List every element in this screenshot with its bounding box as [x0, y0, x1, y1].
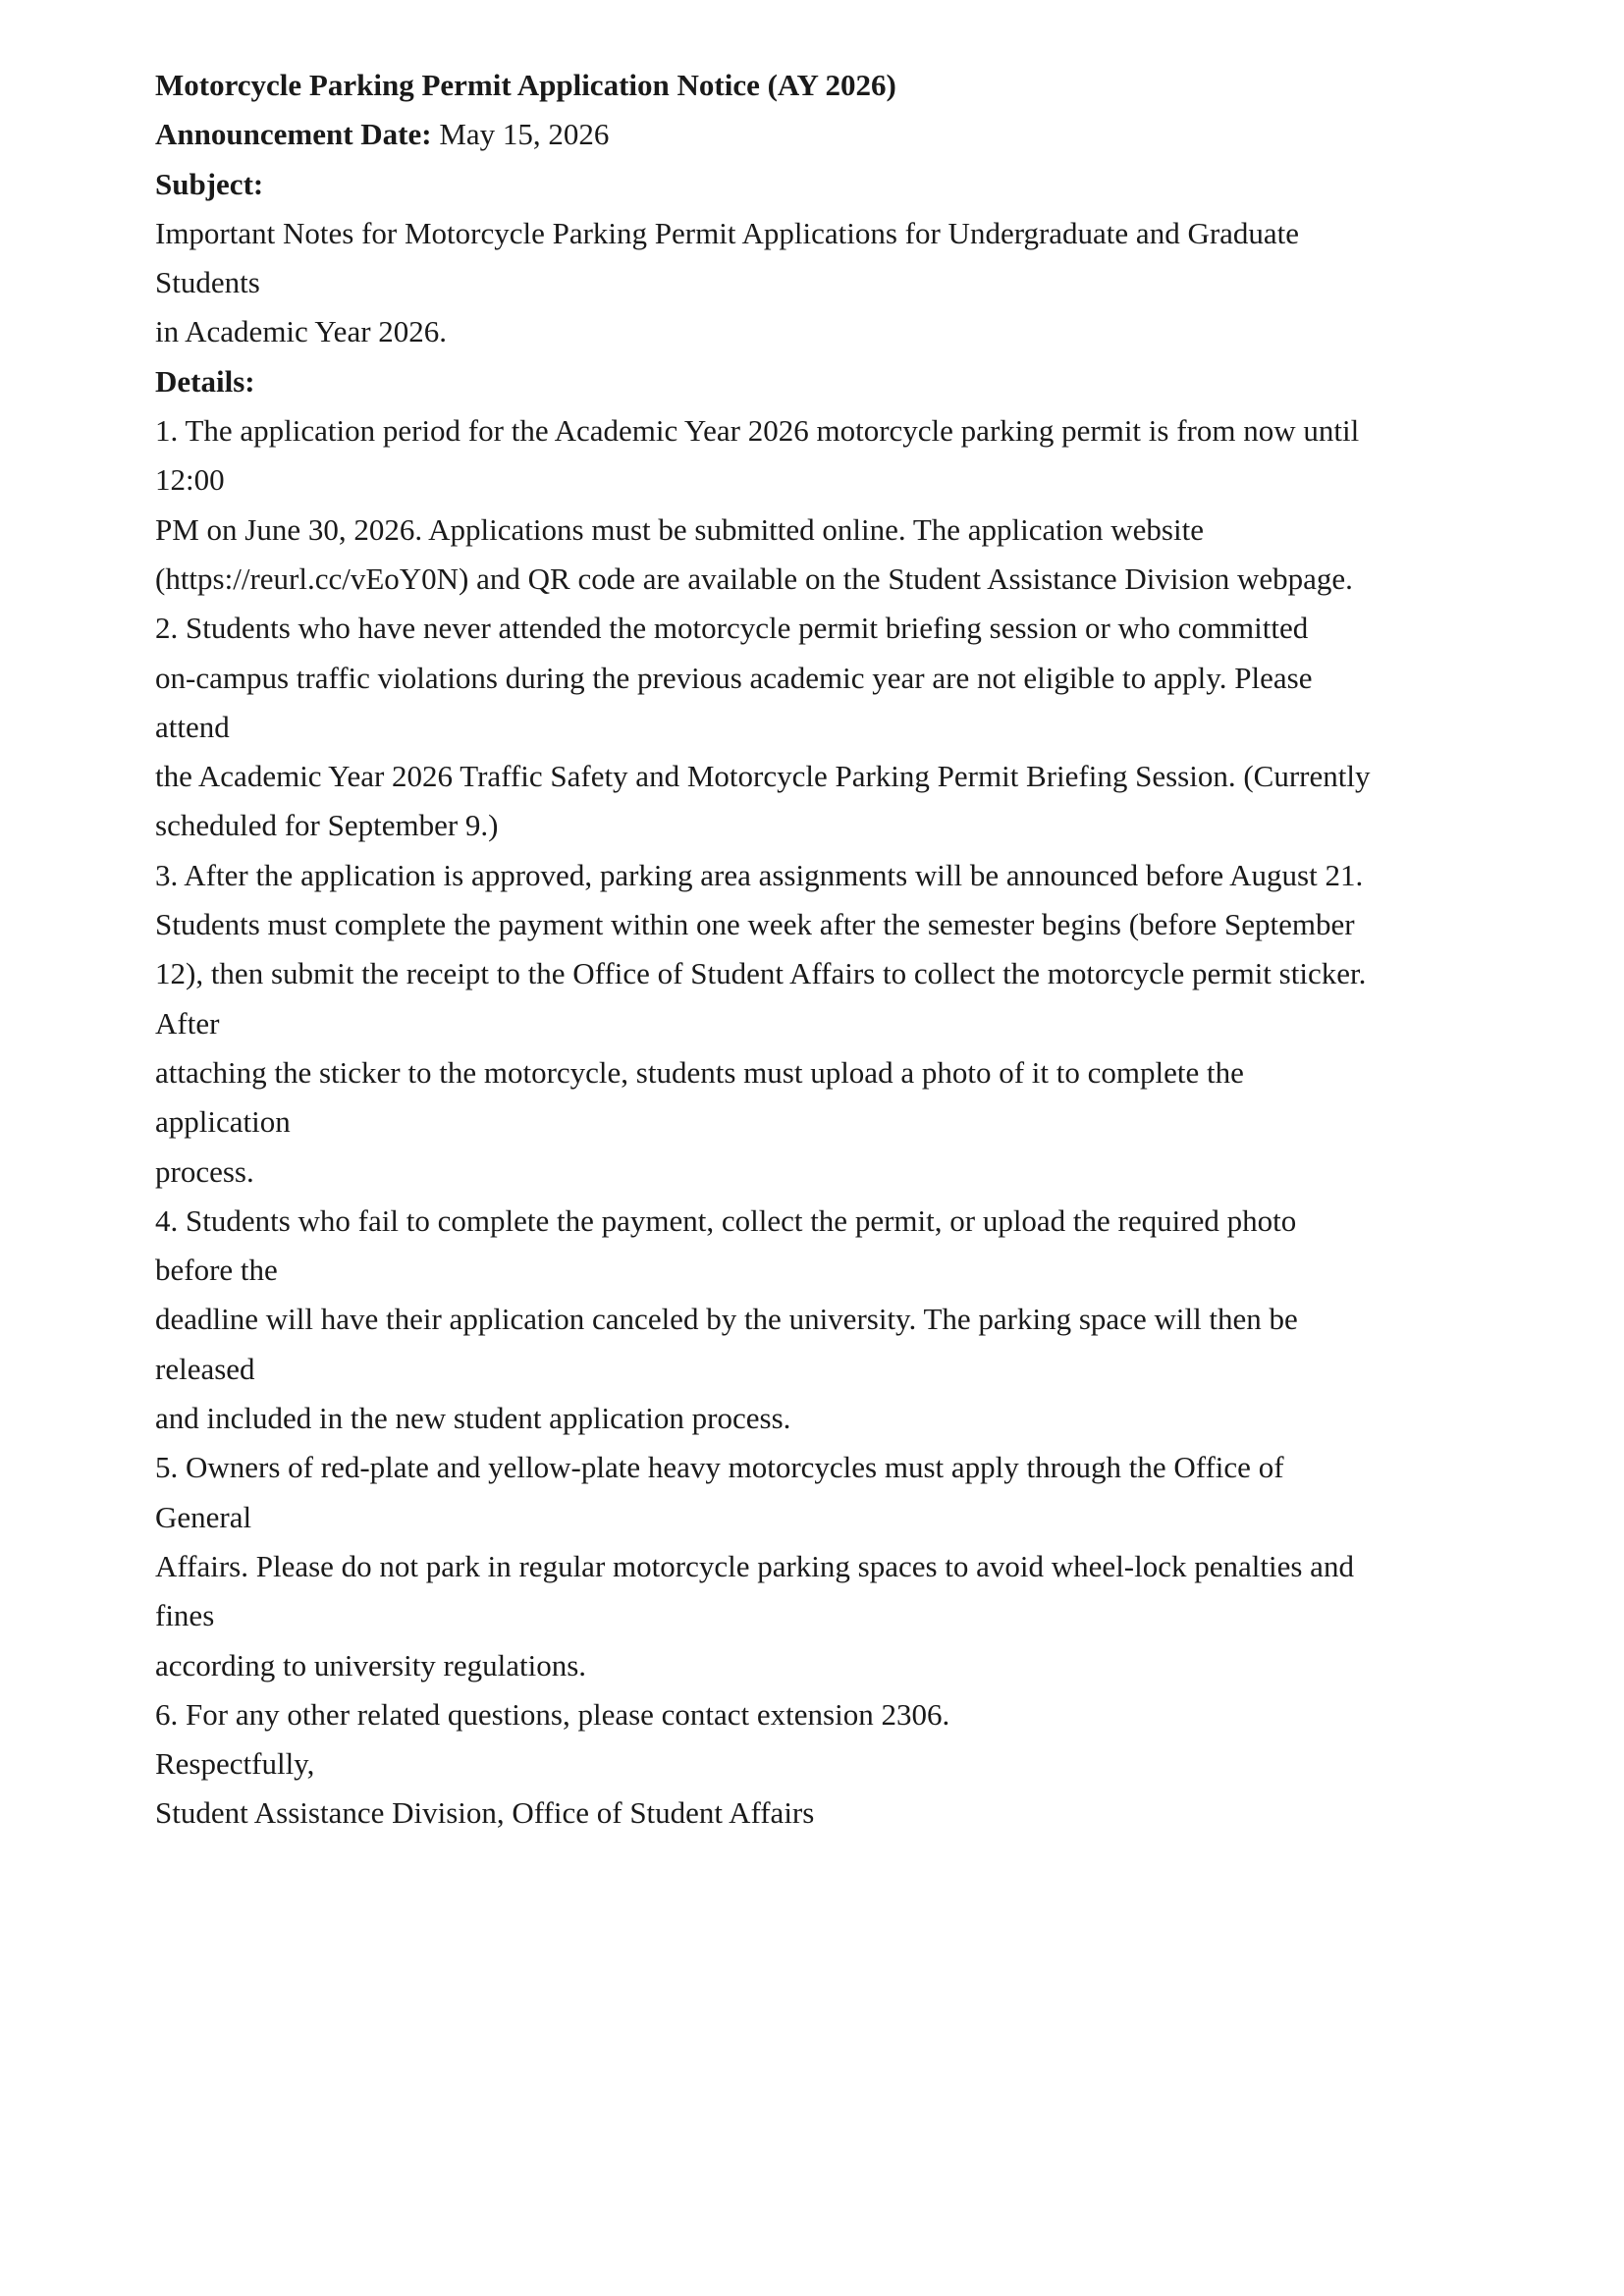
details-line: attaching the sticker to the motorcycle, students must upload a photo of it to complete the: [155, 1054, 1244, 1090]
details-line: 2. Students who have never attended the motorcycle permit briefing session or who committed: [155, 611, 1309, 646]
closing: Respectfully,: [155, 1746, 315, 1782]
subject-line: Important Notes for Motorcycle Parking Permit Applications for Undergraduate and Graduate: [155, 215, 1300, 250]
details-line: Students must complete the payment within one week after the semester begins (before September: [155, 907, 1355, 942]
announcement-date-value: May 15, 2026: [431, 117, 610, 152]
details-line: and included in the new student application process.: [155, 1401, 791, 1436]
details-line: scheduled for September 9.): [155, 808, 499, 843]
details-line: 12), then submit the receipt to the Office of Student Affairs to collect the motorcycle permit sticker.: [155, 956, 1367, 991]
details-line: 5. Owners of red-plate and yellow-plate heavy motorcycles must apply through the Office of: [155, 1450, 1284, 1485]
details-line: 3. After the application is approved, parking area assignments will be announced before August 21.: [155, 857, 1364, 892]
subject-line: Students: [155, 265, 260, 300]
details-line: according to university regulations.: [155, 1647, 587, 1682]
announcement-date: [155, 110, 1481, 159]
notice-title: Motorcycle Parking Permit Application Notice (AY 2026): [155, 68, 896, 102]
details-line: 6. For any other related questions, please contact extension 2306.: [155, 1696, 950, 1732]
details-body: [155, 406, 1481, 1739]
details-line: process.: [155, 1153, 254, 1189]
details-heading: Details:: [155, 363, 255, 399]
details-line: the Academic Year 2026 Traffic Safety and Motorcycle Parking Permit Briefing Session. (Currently: [155, 759, 1371, 794]
details-line: application: [155, 1104, 291, 1140]
subject-line: in Academic Year 2026.: [155, 314, 448, 349]
details-line: Affairs. Please do not park in regular motorcycle parking spaces to avoid wheel-lock penalties and: [155, 1548, 1354, 1583]
details-line: before the: [155, 1253, 278, 1288]
details-line: PM on June 30, 2026. Applications must be submitted online. The application website: [155, 511, 1204, 547]
details-line: (https://reurl.cc/vEoY0N) and QR code are available on the Student Assistance Division webpage.: [155, 561, 1353, 596]
details-line: fines: [155, 1598, 215, 1633]
details-line: After: [155, 1005, 220, 1041]
subject-body: [155, 209, 1481, 357]
details-line: 4. Students who fail to complete the payment, collect the permit, or upload the required photo: [155, 1202, 1297, 1238]
details-line: General: [155, 1499, 252, 1534]
details-line: 12:00: [155, 462, 225, 498]
notice-document: [155, 61, 1481, 1839]
signature: Student Assistance Division, Office of Student Affairs: [155, 1795, 815, 1831]
details-line: attend: [155, 709, 230, 744]
announcement-date-label: Announcement Date:: [155, 117, 432, 152]
subject-heading: Subject:: [155, 166, 264, 201]
details-line: 1. The application period for the Academic Year 2026 motorcycle parking permit is from now until: [155, 413, 1360, 449]
details-line: on-campus traffic violations during the previous academic year are not eligible to apply. Please: [155, 660, 1313, 695]
details-line: released: [155, 1351, 255, 1386]
details-line: deadline will have their application canceled by the university. The parking space will then be: [155, 1302, 1298, 1337]
